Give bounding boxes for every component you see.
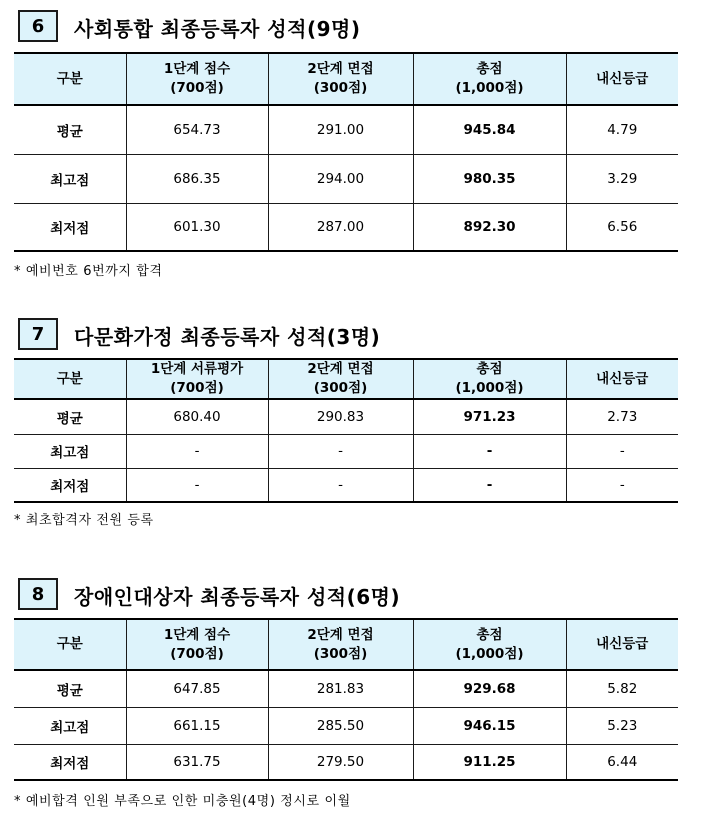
grade-value: 4.79 <box>566 105 678 154</box>
header-total: 총점 (1,000점) <box>413 359 566 399</box>
section-title: 사회통합 최종등록자 성적(9명) <box>74 17 361 41</box>
section-title: 장애인대상자 최종등록자 성적(6명) <box>74 585 401 609</box>
grade-value: 3.29 <box>566 154 678 203</box>
grade-value: 5.82 <box>566 670 678 707</box>
stage1-score: - <box>126 468 268 502</box>
row-label: 최저점 <box>14 468 126 502</box>
header-grade: 내신등급 <box>566 53 678 105</box>
table-row <box>14 707 678 744</box>
stage2-score: 291.00 <box>268 105 413 154</box>
table-header-row <box>14 53 678 105</box>
row-label: 최고점 <box>14 434 126 468</box>
table-row <box>14 434 678 468</box>
total-score: 929.68 <box>413 670 566 707</box>
table-row <box>14 399 678 434</box>
section-header <box>14 10 679 44</box>
total-score: 911.25 <box>413 744 566 780</box>
header-grade: 내신등급 <box>566 359 678 399</box>
header-category: 구분 <box>14 53 126 105</box>
section-7 <box>14 318 679 528</box>
header-total: 총점 (1,000점) <box>413 619 566 670</box>
section-number: 7 <box>18 318 58 350</box>
stage2-score: 279.50 <box>268 744 413 780</box>
grade-value: - <box>566 434 678 468</box>
total-score: 946.15 <box>413 707 566 744</box>
stage1-score: 647.85 <box>126 670 268 707</box>
row-label: 평균 <box>14 105 126 154</box>
stage2-score: 287.00 <box>268 203 413 251</box>
header-grade: 내신등급 <box>566 619 678 670</box>
table-row <box>14 468 678 502</box>
row-label: 평균 <box>14 670 126 707</box>
header-stage1: 1단계 점수 (700점) <box>126 619 268 670</box>
table-row <box>14 203 678 251</box>
section-header <box>14 318 679 352</box>
header-stage1: 1단계 점수 (700점) <box>126 53 268 105</box>
stage1-score: 686.35 <box>126 154 268 203</box>
stage2-score: - <box>268 468 413 502</box>
section-6 <box>14 10 679 279</box>
header-total: 총점 (1,000점) <box>413 53 566 105</box>
table-row <box>14 670 678 707</box>
grade-value: 6.56 <box>566 203 678 251</box>
header-stage1: 1단계 서류평가 (700점) <box>126 359 268 399</box>
total-score: - <box>413 468 566 502</box>
grade-value: 6.44 <box>566 744 678 780</box>
total-score: 980.35 <box>413 154 566 203</box>
section-header <box>14 578 679 612</box>
row-label: 최고점 <box>14 154 126 203</box>
stage1-score: 661.15 <box>126 707 268 744</box>
results-table <box>14 618 678 781</box>
section-title: 다문화가정 최종등록자 성적(3명) <box>74 325 381 349</box>
row-label: 최고점 <box>14 707 126 744</box>
footnote: * 예비번호 6번까지 합격 <box>14 264 163 279</box>
stage1-score: 680.40 <box>126 399 268 434</box>
stage2-score: - <box>268 434 413 468</box>
stage1-score: 631.75 <box>126 744 268 780</box>
total-score: 892.30 <box>413 203 566 251</box>
total-score: - <box>413 434 566 468</box>
table-row <box>14 105 678 154</box>
total-score: 971.23 <box>413 399 566 434</box>
section-number: 6 <box>18 10 58 42</box>
stage2-score: 290.83 <box>268 399 413 434</box>
row-label: 최저점 <box>14 203 126 251</box>
results-table <box>14 52 678 252</box>
results-table <box>14 358 678 503</box>
table-row <box>14 744 678 780</box>
header-stage2: 2단계 면접 (300점) <box>268 359 413 399</box>
header-category: 구분 <box>14 619 126 670</box>
stage1-score: 654.73 <box>126 105 268 154</box>
table-row <box>14 154 678 203</box>
footnote: * 최초합격자 전원 등록 <box>14 513 154 528</box>
row-label: 평균 <box>14 399 126 434</box>
section-8 <box>14 578 679 809</box>
grade-value: - <box>566 468 678 502</box>
header-stage2: 2단계 면접 (300점) <box>268 53 413 105</box>
grade-value: 2.73 <box>566 399 678 434</box>
stage2-score: 285.50 <box>268 707 413 744</box>
stage2-score: 294.00 <box>268 154 413 203</box>
stage1-score: 601.30 <box>126 203 268 251</box>
footnote: * 예비합격 인원 부족으로 인한 미충원(4명) 정시로 이월 <box>14 794 351 809</box>
section-number: 8 <box>18 578 58 610</box>
grade-value: 5.23 <box>566 707 678 744</box>
stage1-score: - <box>126 434 268 468</box>
header-stage2: 2단계 면접 (300점) <box>268 619 413 670</box>
table-header-row <box>14 619 678 670</box>
row-label: 최저점 <box>14 744 126 780</box>
table-header-row <box>14 359 678 399</box>
header-category: 구분 <box>14 359 126 399</box>
total-score: 945.84 <box>413 105 566 154</box>
stage2-score: 281.83 <box>268 670 413 707</box>
